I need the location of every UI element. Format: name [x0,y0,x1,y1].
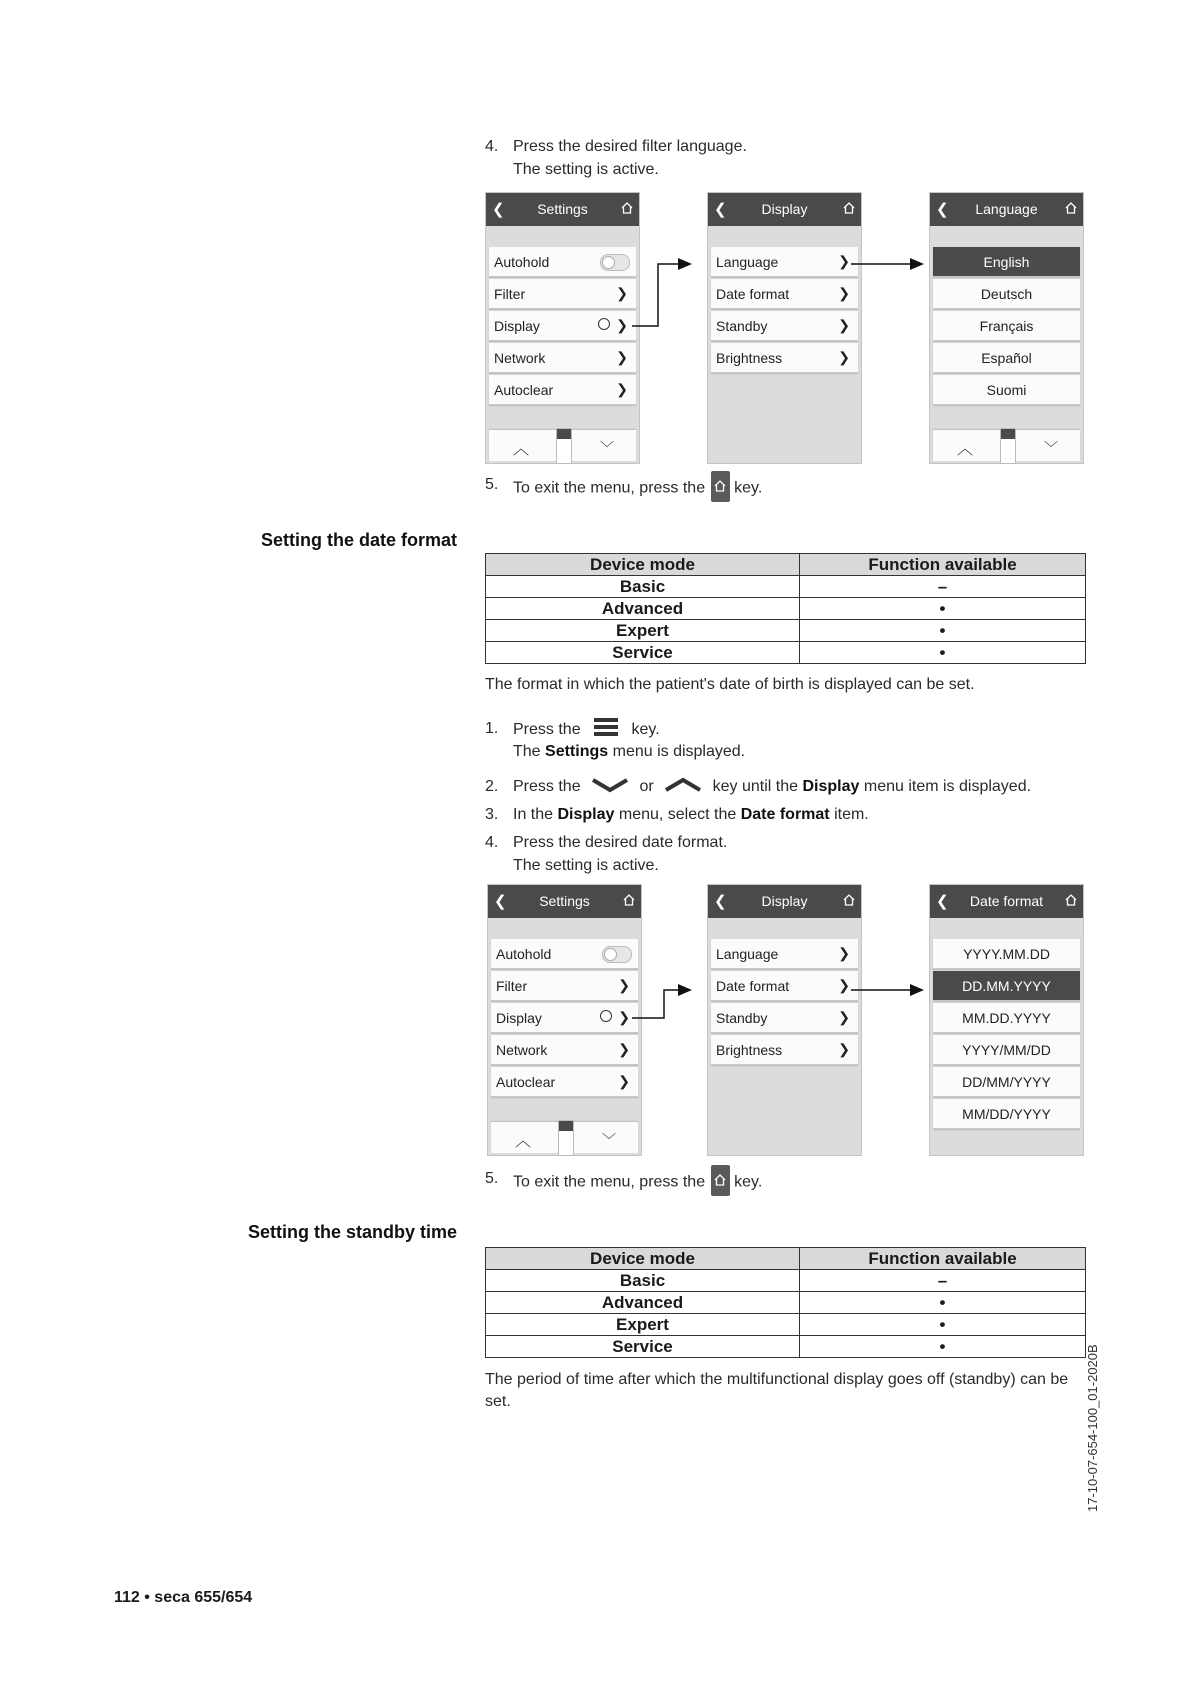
language-option-selected[interactable]: English [933,247,1080,277]
table-row: Advanced • [486,598,1086,620]
chevron-right-icon: ❯ [618,1041,630,1057]
table-row: Basic – [486,1270,1086,1292]
date-format-option[interactable]: MM.DD.YYYY [933,1003,1080,1033]
home-key-icon [711,1165,730,1196]
scroll-indicator [558,1120,574,1156]
menu-item-network[interactable]: Network ❯ [489,343,636,373]
chevron-right-icon: ❯ [838,285,850,301]
table-row: Service • [486,642,1086,664]
page-footer: 112 • seca 655/654 [114,1589,253,1606]
scroll-nav [933,430,1080,461]
flow-arrows [620,240,940,340]
language-screen [929,192,1084,464]
scroll-indicator [556,428,572,464]
back-icon[interactable]: ❮ [492,201,505,218]
section-heading-date-format: Setting the date format [260,530,457,550]
chevron-right-icon: ❯ [616,349,628,365]
chevron-right-icon: ❯ [618,1073,630,1089]
menu-item-date-format[interactable]: Date format ❯ [711,971,858,1001]
menu-item-autohold[interactable]: Autohold [489,247,636,277]
menu-item-display[interactable]: Display ❯ [489,311,636,341]
back-icon[interactable]: ❮ [936,893,949,910]
home-icon[interactable] [623,894,635,906]
device-mode-table: Device mode Function available Basic – Advanced • Expert • Service • [485,1247,1086,1358]
chevron-up-icon[interactable]: ︿ [957,441,974,458]
screen-header: ❮ Display [708,885,861,918]
settings-screen [485,192,640,464]
home-icon[interactable] [843,202,855,214]
table-row: Expert • [486,1314,1086,1336]
back-icon[interactable]: ❮ [714,893,727,910]
globe-icon [598,318,610,330]
date-format-option[interactable]: DD/MM/YYYY [933,1067,1080,1097]
scroll-indicator [1000,428,1016,464]
chevron-right-icon: ❯ [838,945,850,961]
table-row: Advanced • [486,1292,1086,1314]
display-screen [707,884,862,1156]
globe-icon [600,1010,612,1022]
section-heading-standby-time: Setting the standby time [247,1222,457,1242]
table-row: Basic – [486,576,1086,598]
menu-item-filter[interactable]: Filter ❯ [491,971,638,1001]
date-format-option[interactable]: YYYY/MM/DD [933,1035,1080,1065]
menu-icon [593,717,619,737]
home-icon[interactable] [1065,894,1077,906]
chevron-up-icon[interactable]: ︿ [515,1133,532,1150]
chevron-right-icon: ❯ [838,977,850,993]
language-option[interactable]: Français [933,311,1080,341]
date-format-option[interactable]: YYYY.MM.DD [933,939,1080,969]
chevron-up-icon[interactable]: ︿ [513,441,530,458]
chevron-right-icon: ❯ [616,317,628,333]
chevron-down-icon[interactable]: ﹀ [602,1132,616,1148]
language-option[interactable]: Español [933,343,1080,373]
device-mode-table: Device mode Function available Basic – Advanced • Expert • Service • [485,553,1086,664]
chevron-down-icon[interactable]: ﹀ [600,440,614,456]
date-format-screen [929,884,1084,1156]
menu-item-language[interactable]: Language ❯ [711,939,858,969]
chevron-right-icon: ❯ [838,349,850,365]
screen-header: ❮ Language [930,193,1083,226]
menu-item-standby[interactable]: Standby ❯ [711,1003,858,1033]
table-row: Service • [486,1336,1086,1358]
menu-item-autoclear[interactable]: Autoclear ❯ [489,375,636,405]
home-icon[interactable] [843,894,855,906]
menu-item-display[interactable]: Display ❯ [491,1003,638,1033]
menu-item-brightness[interactable]: Brightness ❯ [711,1035,858,1065]
menu-item-autohold[interactable]: Autohold [491,939,638,969]
scroll-nav [491,1122,638,1153]
back-icon[interactable]: ❮ [494,893,507,910]
document-code: 17-10-07-654-100_01-2020B [1085,1344,1100,1512]
screen-header: ❮ Display [708,193,861,226]
chevron-up-icon [664,777,702,793]
menu-item-brightness[interactable]: Brightness ❯ [711,343,858,373]
menu-item-standby[interactable]: Standby ❯ [711,311,858,341]
language-option[interactable]: Suomi [933,375,1080,405]
back-icon[interactable]: ❮ [714,201,727,218]
menu-item-filter[interactable]: Filter ❯ [489,279,636,309]
standby-intro: The period of time after which the multifunctional display goes off (standby) can be set. [485,1371,1069,1410]
chevron-right-icon: ❯ [616,381,628,397]
chevron-right-icon: ❯ [838,253,850,269]
screen-header: ❮ Settings [486,193,639,226]
screen-header: ❮ Settings [488,885,641,918]
home-key-icon [711,471,730,502]
home-icon[interactable] [1065,202,1077,214]
menu-item-language[interactable]: Language ❯ [711,247,858,277]
date-format-option-selected[interactable]: DD.MM.YYYY [933,971,1080,1001]
scroll-nav [489,430,636,461]
back-icon[interactable]: ❮ [936,201,949,218]
language-option[interactable]: Deutsch [933,279,1080,309]
chevron-right-icon: ❯ [838,1009,850,1025]
menu-item-autoclear[interactable]: Autoclear ❯ [491,1067,638,1097]
menu-item-date-format[interactable]: Date format ❯ [711,279,858,309]
chevron-down-icon [591,777,629,793]
chevron-right-icon: ❯ [618,977,630,993]
date-format-option[interactable]: MM/DD/YYYY [933,1099,1080,1129]
menu-item-network[interactable]: Network ❯ [491,1035,638,1065]
settings-screen [487,884,642,1156]
table-row: Expert • [486,620,1086,642]
chevron-right-icon: ❯ [838,1041,850,1057]
chevron-right-icon: ❯ [618,1009,630,1025]
screen-header: ❮ Date format [930,885,1083,918]
flow-arrows [620,960,940,1020]
date-format-intro: The format in which the patient's date of birth is displayed can be set. [485,676,975,693]
chevron-down-icon[interactable]: ﹀ [1044,440,1058,456]
chevron-right-icon: ❯ [838,317,850,333]
chevron-right-icon: ❯ [616,285,628,301]
home-icon[interactable] [621,202,633,214]
